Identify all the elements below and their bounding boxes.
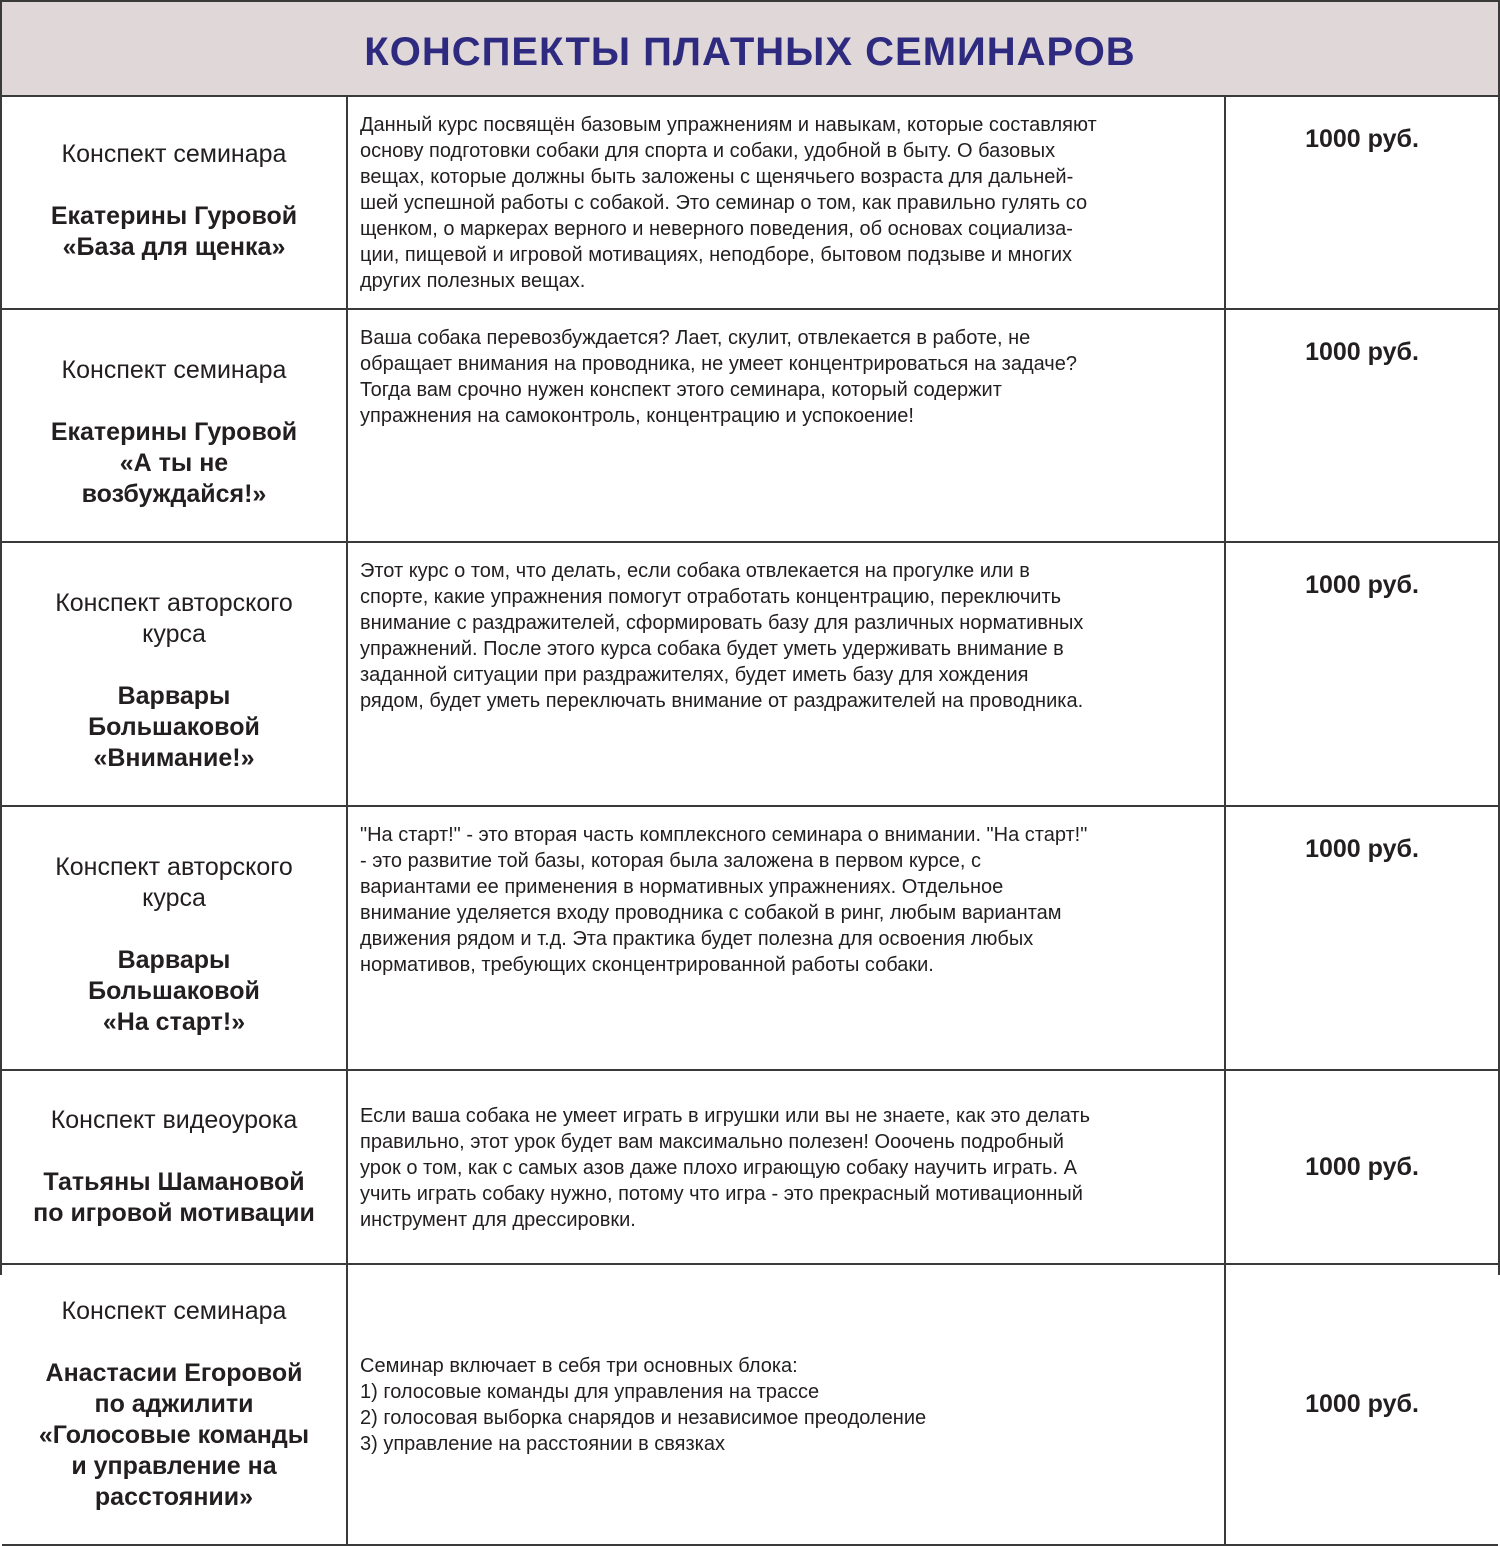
seminar-price: 1000 руб. — [1305, 571, 1419, 599]
seminar-description-cell — [347, 542, 1225, 806]
seminar-price-cell — [1225, 1070, 1498, 1264]
table-row — [2, 309, 1498, 542]
seminar-title-bold: Варвары Большаковой «На старт!» — [88, 946, 260, 1036]
seminar-title-cell — [2, 309, 347, 542]
seminar-title-cell — [2, 1070, 347, 1264]
seminar-title-bold: Варвары Большаковой «Внимание!» — [88, 682, 260, 772]
seminar-price: 1000 руб. — [1305, 125, 1419, 153]
seminar-description-cell — [347, 1070, 1225, 1264]
seminar-description: Этот курс о том, что делать, если собака отвлекается на прогулке или в спорте, какие упражнения помогут отработать концентрацию, переключить внимание с раздражителей, сформировать базу для различных нормативных упражнений. После этого курса собака будет уметь удерживать внимание в заданной ситуации при раздражителях, будет иметь базу для хождения рядом, будет уметь переключать внимание от раздражителей на проводника. — [360, 560, 1084, 712]
seminar-price: 1000 руб. — [1305, 835, 1419, 863]
seminar-description: Если ваша собака не умеет играть в игрушки или вы не знаете, как это делать правильно, этот урок будет вам максимально полезен! Ооочень подробный урок о том, как с самых азов даже плохо играющую собаку научить играть. А учить играть собаку нужно, потому что игра - это прекрасный мотивационный инструмент для дрессировки. — [360, 1105, 1091, 1231]
seminar-title-lead: Конспект авторского курса — [55, 853, 293, 912]
seminar-price-cell — [1225, 97, 1498, 309]
seminar-title-cell — [2, 542, 347, 806]
seminars-table — [2, 97, 1498, 1546]
seminar-description: Ваша собака перевозбуждается? Лает, скулит, отвлекается в работе, не обращает внимания на проводника, не умеет концентрироваться на задаче? Тогда вам срочно нужен конспект этого семинара, который содержит упражнения на самоконтроль, концентрацию и успокоение! — [360, 327, 1077, 427]
table-row — [2, 542, 1498, 806]
seminar-title-bold: Анастасии Егоровой по аджилити «Голосовые команды и управление на расстоянии» — [38, 1359, 310, 1511]
seminar-title-bold: Татьяны Шамановой по игровой мотивации — [33, 1168, 315, 1227]
seminar-title-lead: Конспект видеоурока — [50, 1106, 298, 1134]
seminar-description-cell — [347, 309, 1225, 542]
seminar-title-cell — [2, 1264, 347, 1545]
page-title: КОНСПЕКТЫ ПЛАТНЫХ СЕМИНАРОВ — [364, 30, 1136, 74]
seminar-description: Данный курс посвящён базовым упражнениям и навыкам, которые составляют основу подготовки собаки для спорта и собаки, удобной в быту. О базовых вещах, которые должны быть заложены с щенячьего возраста для дальней- шей успешной работы с собакой. Это семинар о том, как правильно гулять со щенком, о маркерах верного и неверного поведения, об основах социализа- ции, пищевой и игровой мотивациях, неподборе, бытовом подзыве и многих других полезных вещах. — [360, 114, 1097, 292]
seminar-title-cell — [2, 97, 347, 309]
seminar-description-cell — [347, 806, 1225, 1070]
table-row — [2, 1264, 1498, 1545]
seminar-title-bold: Екатерины Гуровой «А ты не возбуждайся!» — [50, 418, 298, 508]
seminar-title-bold: Екатерины Гуровой «База для щенка» — [50, 201, 298, 261]
seminar-title-lead: Конспект семинара — [61, 1297, 287, 1325]
seminar-description-cell — [347, 97, 1225, 309]
seminar-price-cell — [1225, 309, 1498, 542]
table-row — [2, 97, 1498, 309]
seminar-price-cell — [1225, 542, 1498, 806]
seminar-price: 1000 руб. — [1305, 1152, 1419, 1181]
seminar-price-cell — [1225, 1264, 1498, 1545]
table-row — [2, 1070, 1498, 1264]
table-row — [2, 806, 1498, 1070]
seminar-title-lead: Конспект семинара — [61, 356, 287, 384]
seminar-title-lead: Конспект авторского курса — [55, 589, 293, 648]
seminar-description: Семинар включает в себя три основных блока: 1) голосовые команды для управления на трассе 2) голосовая выборка снарядов и независимое преодоление 3) управление на расстоянии в связках — [360, 1354, 927, 1455]
seminar-description-cell — [347, 1264, 1225, 1545]
seminar-price: 1000 руб. — [1305, 1390, 1419, 1418]
seminar-description: "На старт!" - это вторая часть комплексного семинара о внимании. "На старт!" - это развитие той базы, которая была заложена в первом курсе, с вариантами ее применения в нормативных упражнениях. Отдельное внимание уделяется входу проводника с собакой в ринг, любым вариантам движения рядом и т.д. Эта практика будет полезна для освоения любых нормативов, требующих сконцентрированной работы собаки. — [360, 824, 1088, 976]
header — [2, 0, 1498, 97]
seminar-price: 1000 руб. — [1305, 338, 1419, 366]
seminar-price-cell — [1225, 806, 1498, 1070]
seminar-title-cell — [2, 806, 347, 1070]
seminar-title-lead: Конспект семинара — [61, 139, 287, 168]
